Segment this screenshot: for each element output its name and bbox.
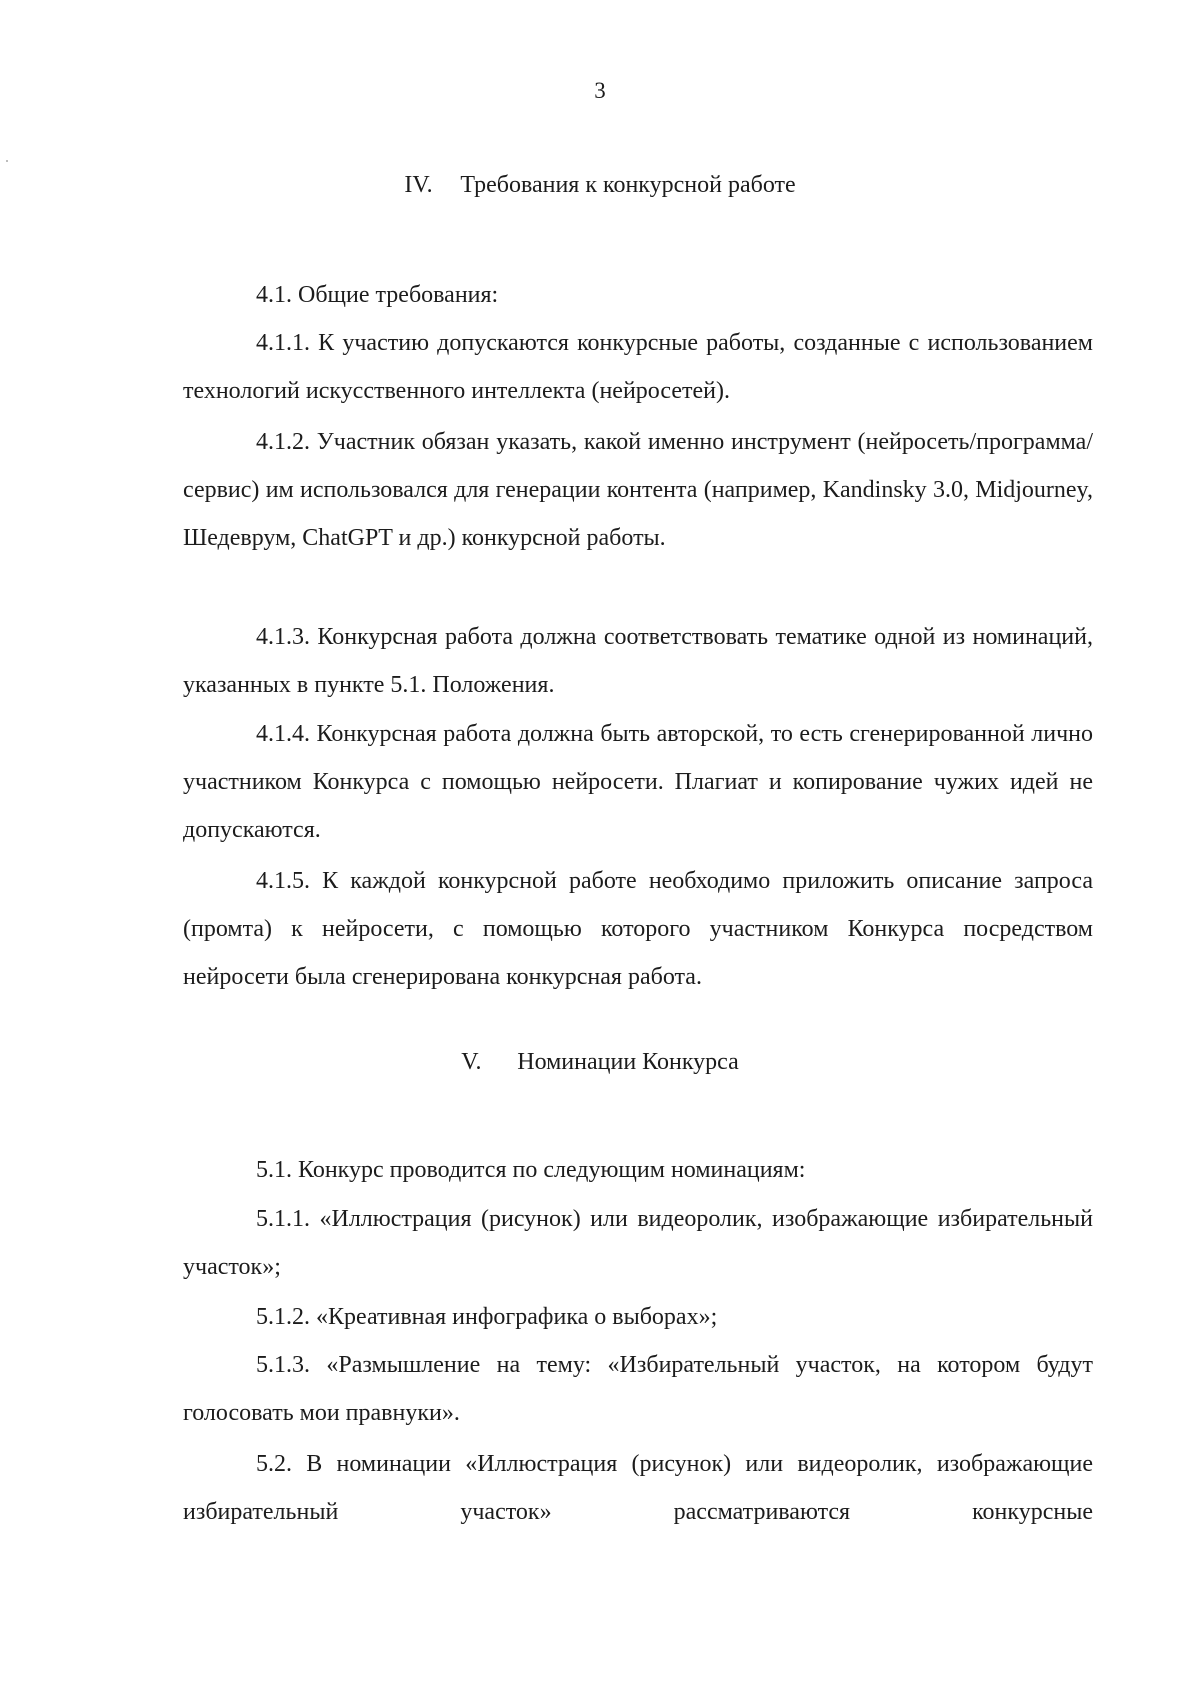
paragraph-4-1-3: 4.1.3. Конкурсная работа должна соответствовать тематике одной из номинаций, указанных в пункте 5.1. Положения. xyxy=(183,624,1093,698)
page-number: 3 xyxy=(594,78,606,103)
section-number: IV. xyxy=(404,172,433,198)
paragraph-5-1-1: 5.1.1. «Иллюстрация (рисунок) или видеоролик, изображающие избирательный участок»; xyxy=(183,1206,1093,1280)
section-heading-v xyxy=(0,1046,1200,1078)
paragraph-4-1: 4.1. Общие требования: xyxy=(256,282,499,308)
section-heading-iv xyxy=(0,169,1200,201)
paragraph-5-2: 5.2. В номинации «Иллюстрация (рисунок) или видеоролик, изображающие избирательный участок» рассматриваются конкурсные xyxy=(183,1451,1093,1525)
scan-artifact xyxy=(6,160,8,162)
section-title: Номинации Конкурса xyxy=(517,1049,739,1075)
section-number: V. xyxy=(461,1049,482,1075)
paragraph-4-1-5: 4.1.5. К каждой конкурсной работе необходимо приложить описание запроса (промта) к нейросети, с помощью которого участником Конкурса посредством нейросети была сгенерирована конкурсная работа. xyxy=(183,868,1093,990)
paragraph-4-1-4: 4.1.4. Конкурсная работа должна быть авторской, то есть сгенерированной лично участником Конкурса с помощью нейросети. Плагиат и копирование чужих идей не допускаются. xyxy=(183,721,1093,843)
section-title: Требования к конкурсной работе xyxy=(460,172,796,198)
paragraph-4-1-1: 4.1.1. К участию допускаются конкурсные работы, созданные с использованием технологий искусственного интеллекта (нейросетей). xyxy=(183,330,1093,404)
paragraph-5-1: 5.1. Конкурс проводится по следующим номинациям: xyxy=(256,1157,806,1183)
paragraph-4-1-2: 4.1.2. Участник обязан указать, какой именно инструмент (нейросеть/программа/сервис) им использовался для генерации контента (например, Kandinsky 3.0, Midjourney, Шедеврум, ChatGPT и др.) конкурсной работы. xyxy=(183,429,1093,551)
paragraph-5-1-2: 5.1.2. «Креативная инфографика о выборах»; xyxy=(256,1304,718,1330)
paragraph-5-1-3: 5.1.3. «Размышление на тему: «Избирательный участок, на котором будут голосовать мои правнуки». xyxy=(183,1352,1093,1426)
